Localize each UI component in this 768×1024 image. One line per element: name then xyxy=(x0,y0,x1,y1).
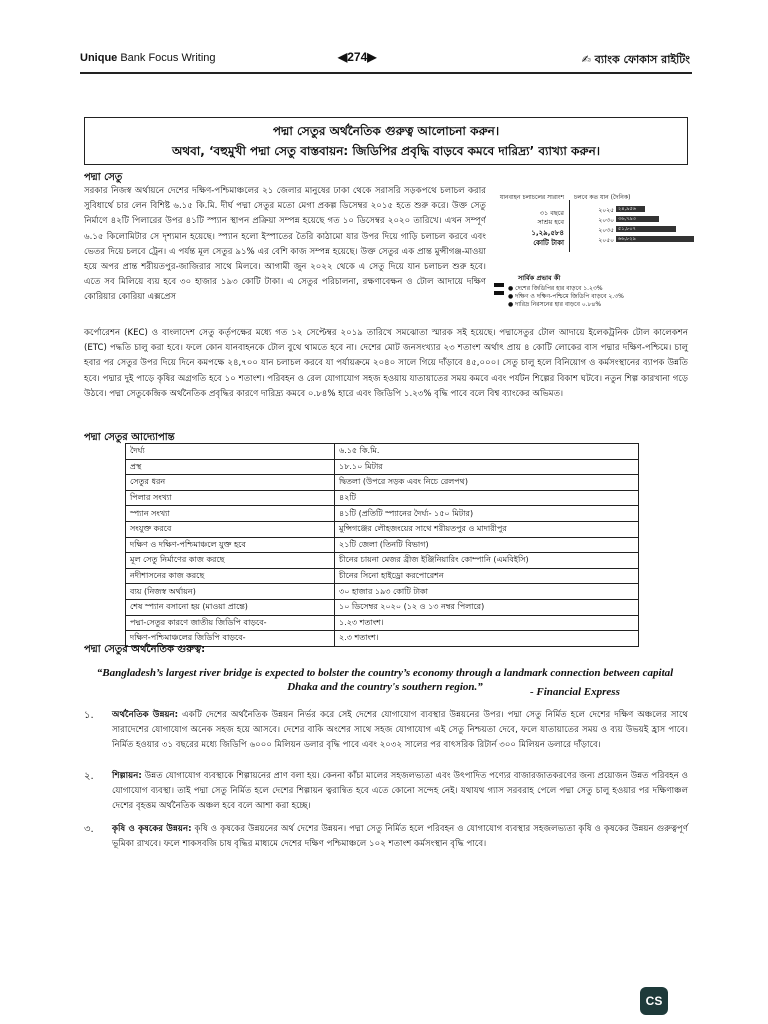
spec-value: চীনের চায়না মেজর ব্রীজ ইঞ্জিনিয়ারিং কোম্পানি (এমবিইসি) xyxy=(335,553,639,569)
chart-category-label: ২০৩৫ xyxy=(598,227,614,234)
spec-value: ১৮.১০ মিটার xyxy=(335,459,639,475)
page-number: ◀274▶ xyxy=(338,50,377,64)
spec-key: সেতুর ধরন xyxy=(126,475,335,491)
chart-bar: ৩৬,৭৯৩ xyxy=(616,216,659,222)
header-brand: Unique Bank Focus Writing xyxy=(80,52,216,64)
spec-row xyxy=(126,615,639,631)
margin-marker xyxy=(494,291,504,295)
question-line-1: পদ্মা সেতুর অর্থনৈতিক গুরুত্ব আলোচনা করুন। xyxy=(272,124,500,138)
margin-marker xyxy=(494,283,504,287)
item-number: ৩. xyxy=(84,824,94,835)
spec-row xyxy=(126,553,639,569)
spec-value: ১০ ডিসেম্বর ২০২০ (১২ ও ১৩ নম্বর পিলারে) xyxy=(335,599,639,615)
spec-key: দক্ষিণ-পশ্চিমাঞ্চলের জিডিপি বাড়বে- xyxy=(126,631,335,647)
spec-key: স্প্যান সংখ্যা xyxy=(126,506,335,522)
spec-key: সংযুক্ত করবে xyxy=(126,521,335,537)
chart-summary-item: ● দেশের জিডিপির হার বাড়বে ১.২৩% xyxy=(508,285,603,292)
spec-row xyxy=(126,444,639,460)
spec-key: পদ্মা-সেতুর কারণে জাতীয় জিডিপি বাড়বে- xyxy=(126,615,335,631)
importance-item: অর্থনৈতিক উন্নয়ন: একটি দেশের অর্থনৈতিক উন্নয়ন নির্ভর করে সেই দেশের যোগাযোগ ব্যবস্থার উন্নয়নের উপর। পদ্মা সেতু নির্মিত হলে দেশের দক্ষিণ অঞ্চলের সাথে সারাদেশের যোগাযোগ অনেক সহজ হয়ে আসবে। দেশের বাকি অংশের সাথে সহজ যোগাযোগ এই সেতু নিশ্চয়তা দেবে, ফলে যাতায়াতের সময় ও ব্যয় উভয়ই হ্রাস পাবে। নির্মিত হওয়ার ৩১ বছরের মধ্যে জিডিপি ৬০০০ মিলিয়ন ডলার বৃদ্ধি পাবে এবং ২০৩২ সালের পর বাৎসরিক রিটার্ন ৩০০ মিলিয়ন ডলারে দাঁড়াবে। xyxy=(112,710,688,751)
spec-row xyxy=(126,521,639,537)
spec-key: পিলার সংখ্যা xyxy=(126,490,335,506)
chart-summary-title: সার্বিক প্রভাব কী xyxy=(518,274,561,282)
spec-key: ব্যয় (নিজস্ব অর্থায়ন) xyxy=(126,584,335,600)
spec-value: দ্বিতলা (উপরে সড়ক এবং নিচে রেলপথ) xyxy=(335,475,639,491)
question-box xyxy=(84,117,688,165)
spec-value: ৬.১৫ কি.মি. xyxy=(335,444,639,460)
header-title: ✍ ব্যাংক ফোকাস রাইটিং xyxy=(581,53,690,66)
chart-bar: ৫১,৮০৭ xyxy=(616,226,676,232)
chart-side-label: সাশ্রয় হবে xyxy=(537,218,564,226)
spec-value: ৪১টি (প্রতিটি স্প্যানের দৈর্ঘ্য- ১৫০ মিটার) xyxy=(335,506,639,522)
chart-title-left: যানবাহন চলাচলের সারাংশ xyxy=(499,194,564,201)
spec-row xyxy=(126,490,639,506)
camscanner-badge[interactable]: CS xyxy=(640,987,668,1015)
chart-category-label: ২০৩০ xyxy=(598,217,614,224)
chart-axis xyxy=(569,200,570,252)
spec-row xyxy=(126,459,639,475)
spec-key: মূল সেতু নির্মাণের কাজ করছে xyxy=(126,553,335,569)
spec-value: ২১টি জেলা (তিনটি বিভাগ) xyxy=(335,537,639,553)
section-heading-importance: পদ্মা সেতুর অর্থনৈতিক গুরুত্ব: xyxy=(84,644,206,655)
spec-key: দক্ষিণ ও দক্ষিণ-পশ্চিমাঞ্চলে যুক্ত হবে xyxy=(126,537,335,553)
item-number: ২. xyxy=(84,771,94,782)
chart-side-unit: কোটি টাকা xyxy=(533,239,564,247)
chart-side-value: ১,২৯,৫৮৪ xyxy=(531,229,564,237)
spec-row xyxy=(126,599,639,615)
chart-category-label: ২০৫০ xyxy=(598,237,614,244)
traffic-chart xyxy=(494,192,694,312)
intro-paragraph: সরকার নিজস্ব অর্থায়নে দেশের দক্ষিণ-পশ্চিমাঞ্চলের ২১ জেলার মানুষের ঢাকা থেকে সরাসরি সড়কপথে চলাচল করার সুবিধার্থে চার লেন বিশিষ্ট ৬.১৫ কি.মি. দীর্ঘ পদ্মা সেতুর মতো মেগা প্রকল্প ডিসেম্বর ২০১৫ হতে শুরু করে। উক্ত সেতু নির্মাণে ৪২টি পিলারের উপর ৪১টি স্প্যান স্থাপন প্রক্রিয়া সম্পন্ন হয়েছে গত ১০ ডিসেম্বর ২০২০ তারিখে। এখন সম্পূর্ণ ৬.১৫ কিলোমিটার সে দৃশ্যমান হয়েছে। স্প্যান হলো ইস্পাতের তৈরি কাঠামো যার উপর দিয়ে গাড়ি চলাচল করবে এবং ভেতর দিয়ে চলবে ট্রেন। এ পর্যন্ত মূল সেতুর ৯১% এর বেশি কাজ সম্পন্ন হয়েছে। উক্ত সেতুর এক প্রান্ত মুন্সীগঞ্জ-মাওয়া হয়ে অপর প্রান্ত শরীয়তপুর-জাজিরার সাথে মিলবে। আগামী জুন ২০২২ থেকে এ সেতু দিয়ে যান চলাচল শুরু হবে। এতে সব মিলিয়ে ব্যয় হবে ৩০ হাজার ১৯৩ কোটি টাকা। এ সেতুর পরিচালনা, রক্ষণাবেক্ষন ও টোল আদায়ে দক্ষিণ কোরিয়ার কোরিয়া এক্সপ্রেস xyxy=(84,186,486,303)
chart-title-right: চলবে কত যান (দৈনিক) xyxy=(574,194,631,201)
question-line-2: অথবা, ‘বহুমুখী পদ্মা সেতু বাস্তবায়ন: জিডিপির প্রবৃদ্ধি বাড়বে কমবে দারিদ্র্য’ ব্যাখ্যা করুন। xyxy=(171,144,601,158)
spec-value: ২.৩ শতাংশ। xyxy=(335,631,639,647)
chart-side-label: ৩১ বছরে xyxy=(539,209,564,217)
section-heading-specs: পদ্মা সেতুর আদ্যোপান্ত xyxy=(84,432,175,443)
spec-row xyxy=(126,584,639,600)
chart-summary-item: ● দক্ষিণ ও দক্ষিণ-পশ্চিমে জিডিপি বাড়বে ২.৩% xyxy=(508,293,624,300)
continued-paragraph: কর্পোরেশন (KEC) ও বাংলাদেশ সেতু কর্তৃপক্ষের মধ্যে গত ১২ সেপ্টেম্বর ২০১৯ তারিখে সমঝোতা স্মারক সই হয়েছে। পদ্মাসেতুর টোল আদায়ে ইলেকট্রনিক টোল কালেকশন (ETC) পদ্ধতি চালু করা হবে। ফলে কোন যানবাহনকে টোল বুথে থামতে হবে না। দেশের মোট জনসংখ্যার ২৩ শতাংশ অর্থাৎ প্রায় ৪ কোটি লোকের বাস পদ্মার দক্ষিণ-পশ্চিমে। চালু হবার পর সেতুর উপর দিয়ে দিনে কমপক্ষে ২৪,৭০০ যান চলাচল করবে যা পর্যায়ক্রমে ২০৪০ সালে গিয়ে দাঁড়াবে ৪৫,০০০। সেতু চালু হলে বিনিয়োগ ও কর্মসংস্থানের ব্যাপক উন্নতি হবে। পদ্মার দুই পাড়ে কৃষির অগ্রগতি হবে ১০ শতাংশ। পরিবহন ও রেল যোগাযোগ সহজ হওয়ায় যাতায়াতের সময় কমবে এবং পর্যটন শিল্পের বিকাশ ঘটবে। নতুন শিল্প কারখানা গড়ে উঠবে। পদ্মা সেতুকেন্দ্রিক অর্থনৈতিক প্রবৃদ্ধির কারণে দারিদ্র্য কমবে ০.৮৪% হারে এবং জিডিপি ১.২৩% বৃদ্ধি পাবে বলে বিশ্ব ব্যাংকের অভিমত। xyxy=(84,328,688,399)
spec-key: প্রস্থ xyxy=(126,459,335,475)
header-divider xyxy=(80,72,692,74)
section-heading-padma: পদ্মা সেতু xyxy=(84,172,123,183)
chart-bar: ৬৬,৮২৯ xyxy=(616,236,694,242)
quote-text: “Bangladesh’s largest river bridge is expected to bolster the country’s economy through a landmark connection between capital Dhaka and the country's southern region.” xyxy=(96,667,674,693)
item-number: ১. xyxy=(84,710,94,721)
spec-value: ১.২৩ শতাংশ। xyxy=(335,615,639,631)
importance-item: কৃষি ও কৃষকের উন্নয়ন: কৃষি ও কৃষকের উন্নয়নের অর্থ দেশের উন্নয়ন। পদ্মা সেতু নির্মিত হলে পরিবহন ও যোগাযোগ ব্যবস্থার সহজলভ্যতা কৃষি ও কৃষকের উন্নয়ন গুরুত্বপূর্ণ ভূমিকা রাখবে। ফলে শাকসবজি চাষ বৃদ্ধির মাধ্যমে দেশের দক্ষিণ পশ্চিমাঞ্চলে ১০২ শতাংশ কর্মসংস্থান বৃদ্ধি পাবে। xyxy=(112,824,688,850)
quote-source: - Financial Express xyxy=(530,686,620,698)
spec-table xyxy=(125,443,639,647)
chart-summary-item: ● দারিদ্র নিরসনের হার বাড়বে ০.৮৪% xyxy=(508,301,602,308)
spec-row xyxy=(126,568,639,584)
chart-bar: ২৪,৯৫৬ xyxy=(616,206,645,212)
page-header xyxy=(80,50,690,68)
spec-row xyxy=(126,475,639,491)
spec-value: ৪২টি xyxy=(335,490,639,506)
spec-row xyxy=(126,537,639,553)
spec-key: দৈর্ঘ্য xyxy=(126,444,335,460)
chart-category-label: ২০২৫ xyxy=(598,207,614,214)
spec-key: শেষ স্প্যান বসানো হয় (মাওয়া প্রান্তে) xyxy=(126,599,335,615)
spec-value: মুন্সিগঞ্জের লৌহজংয়ের সাথে শরীয়তপুর ও মাদারীপুর xyxy=(335,521,639,537)
spec-value: চীনের সিনো হাইড্রো করপোরেশন xyxy=(335,568,639,584)
spec-key: নদীশাসনের কাজ করছে xyxy=(126,568,335,584)
spec-row xyxy=(126,506,639,522)
importance-item: শিল্পায়ন: উন্নত যোগাযোগ ব্যবস্থাকে শিল্পায়নের প্রাণ বলা হয়। কেননা কাঁচা মালের সহজলভ্যতা এবং উৎপাদিত পণ্যের বাজারজাতকরণের জন্য প্রয়োজন উন্নত পরিবহন ও যোগাযোগ ব্যবস্থা। তাই পদ্মা সেতু নির্মিত হলে দেশের শিল্পায়ন ত্বরান্বিত হবে এতে কোনো সন্দেহ নেই। যথাযথ গ্যাস সরবরাহ পেলে পদ্মা সেতু চালু হওয়ার পর দক্ষিণাঞ্চল দেশের বৃহত্তম অর্থনৈতিক অঞ্চল হবে বলে আশা করা হচ্ছে। xyxy=(112,771,688,812)
spec-value: ৩০ হাজার ১৯৩ কোটি টাকা xyxy=(335,584,639,600)
